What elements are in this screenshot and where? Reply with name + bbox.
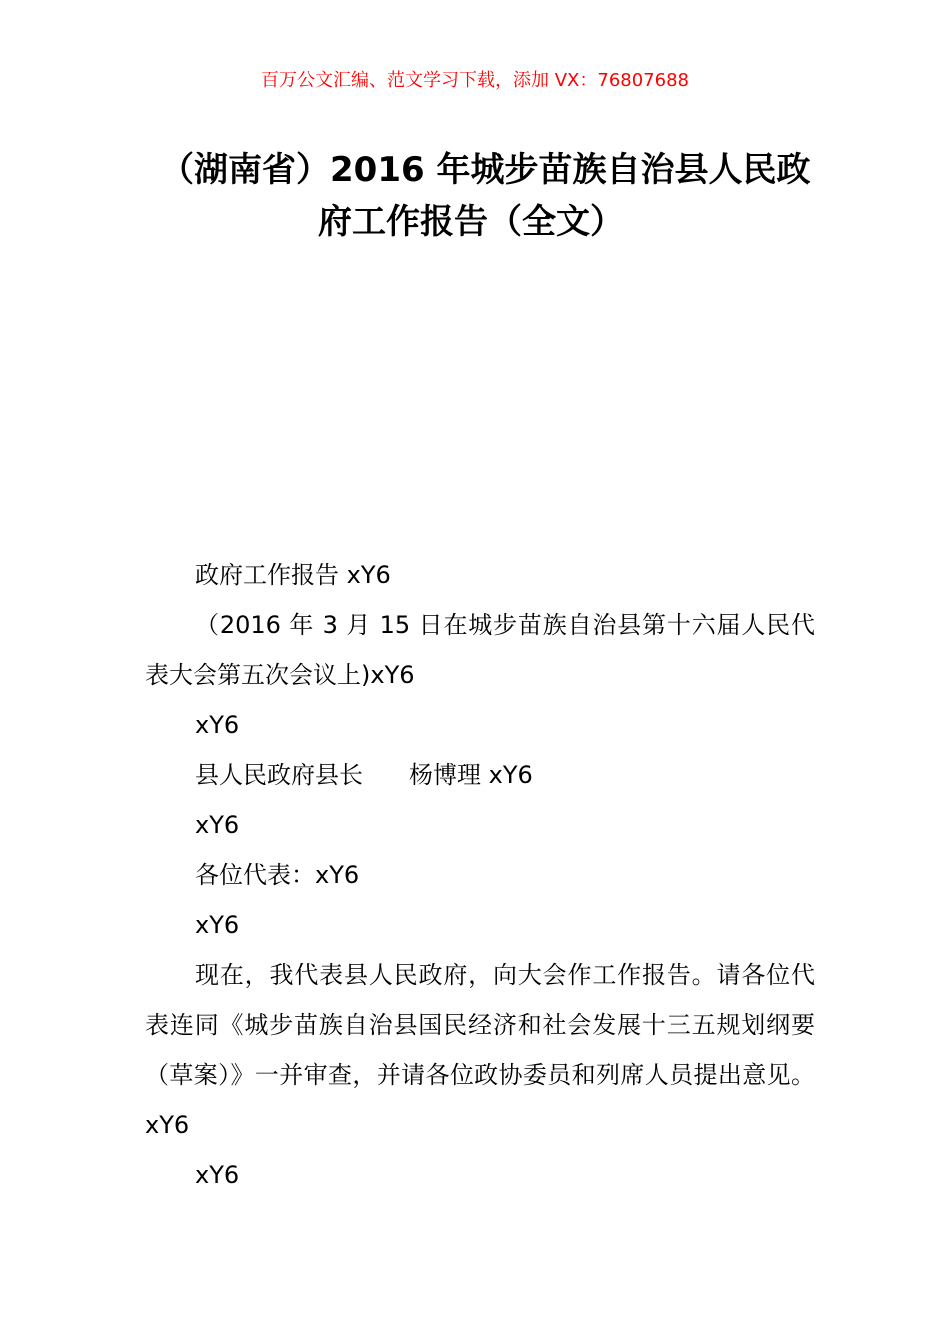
speaker-name: 杨博理 xY6 (409, 761, 533, 789)
paragraph-meeting-info: （2016 年 3 月 15 日在城步苗族自治县第十六届人民代表大会第五次会议上)xY6 (145, 611, 815, 689)
paragraph-marker: xY6 (195, 1161, 240, 1189)
document-title-line-1: （湖南省）2016 年城步苗族自治县人民政 (160, 150, 811, 190)
document-title-line-2: 府工作报告（全文） (318, 202, 624, 242)
paragraph-speaker (145, 750, 815, 800)
paragraph-marker: xY6 (195, 711, 240, 739)
paragraph-marker: xY6 (195, 911, 240, 939)
header-note: 百万公文汇编、范文学习下载，添加 VX：76807688 (261, 70, 689, 91)
paragraph-opening: 现在，我代表县人民政府，向大会作工作报告。请各位代表连同《城步苗族自治县国民经济和社会发展十三五规划纲要（草案）》一并审查，并请各位政协委员和列席人员提出意见。xY6 (145, 961, 815, 1139)
paragraph-marker: xY6 (195, 811, 240, 839)
paragraph-report-heading: 政府工作报告 xY6 (195, 561, 391, 589)
speaker-role: 县人民政府县长 (195, 761, 363, 789)
paragraph-salutation: 各位代表：xY6 (195, 861, 360, 889)
document-body (145, 550, 815, 1200)
